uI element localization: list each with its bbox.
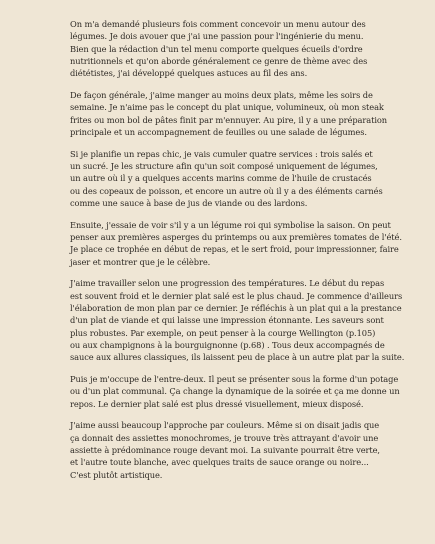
paragraph-king-vegetable — [70, 219, 402, 268]
text-line: J'aime travailler selon une progression des températures. Le début du repas — [70, 278, 385, 289]
text-line: J'aime aussi beaucoup l'approche par couleurs. Même si on disait jadis que — [70, 420, 380, 431]
text-line: Bien que la rédaction d'un tel menu comporte quelques écueils d'ordre — [70, 43, 363, 54]
text-line: jaser et montrer que je le célèbre. — [70, 256, 211, 267]
text-line: est souvent froid et le dernier plat salé est le plus chaud. Je commence d'ailleurs — [70, 290, 403, 301]
text-line: De façon générale, j'aime manger au moins deux plats, même les soirs de — [70, 89, 373, 100]
text-line: ou aux champignons à la bourguignonne (p.68) . Tous deux accompagnés de — [70, 339, 385, 350]
text-line: semaine. Je n'aime pas le concept du plat unique, volumineux, où mon steak — [70, 102, 384, 113]
text-line: légumes. Je dois avouer que j'ai une passion pour l'ingénierie du menu. — [70, 31, 364, 42]
text-line: un sucré. Je les structure afin qu'un soit composé uniquement de légumes, — [70, 160, 378, 171]
text-line: ou d'un plat communal. Ça change la dynamique de la soirée et ça me donne un — [70, 386, 400, 397]
text-line: C'est plutôt artistique. — [70, 469, 163, 480]
text-line: comme une sauce à base de jus de viande ou des lardons. — [70, 197, 308, 208]
text-line: Puis je m'occupe de l'entre-deux. Il peut se présenter sous la forme d'un potage — [70, 373, 399, 384]
text-line: ça donnait des assiettes monochromes, je trouve très attrayant d'avoir une — [70, 432, 379, 443]
paragraph-four-courses — [70, 148, 383, 209]
paragraph-intro — [70, 18, 370, 79]
text-line: Je place ce trophée en début de repas, et le sert froid, pour impressionner, faire — [70, 244, 399, 255]
text-line: diététistes, j'ai développé quelques astuces au fil des ans. — [70, 68, 308, 79]
text-column — [70, 18, 405, 490]
text-line: sauce aux allures classiques, ils laissent peu de place à un autre plat par la suite. — [70, 352, 405, 363]
text-line: d'un plat de viande et qui laisse une impression étonnante. Les saveurs sont — [70, 315, 384, 326]
paragraph-temperatures — [70, 277, 405, 363]
paragraph-two-dishes — [70, 89, 388, 138]
text-line: principale et un accompagnement de feuilles ou une salade de légumes. — [70, 126, 367, 137]
text-line: plus robustes. Par exemple, on peut penser à la courge Wellington (p.105) — [70, 327, 376, 338]
text-line: et l'autre toute blanche, avec quelques traits de sauce orange ou noire... — [70, 457, 369, 468]
text-line: nutritionnels et qu'on aborde généralement ce genre de thème avec des — [70, 55, 368, 66]
text-line: un autre où il y a quelques accents marins comme de l'huile de crustacés — [70, 173, 372, 184]
text-line: frites ou mon bol de pâtes finit par m'ennuyer. Au pire, il y a une préparation — [70, 114, 388, 125]
text-line: l'élaboration de mon plan par ce dernier. Je réfléchis à un plat qui a la prestance — [70, 302, 402, 313]
text-line: Ensuite, j'essaie de voir s'il y a un légume roi qui symbolise la saison. On peut — [70, 219, 391, 230]
text-line: repos. Le dernier plat salé est plus dressé visuellement, mieux disposé. — [70, 398, 364, 409]
text-line: Si je planifie un repas chic, je vais cumuler quatre services : trois salés et — [70, 148, 373, 159]
text-line: assiette à prédominance rouge devant moi. La suivante pourrait être verte, — [70, 444, 380, 455]
paragraph-colors — [70, 419, 380, 480]
text-line: penser aux premières asperges du printemps ou aux premières tomates de l'été. — [70, 231, 402, 242]
text-line: On m'a demandé plusieurs fois comment concevoir un menu autour des — [70, 19, 366, 29]
paragraph-in-between — [70, 373, 400, 410]
text-line: ou des copeaux de poisson, et encore un autre où il y a des éléments carnés — [70, 185, 383, 196]
